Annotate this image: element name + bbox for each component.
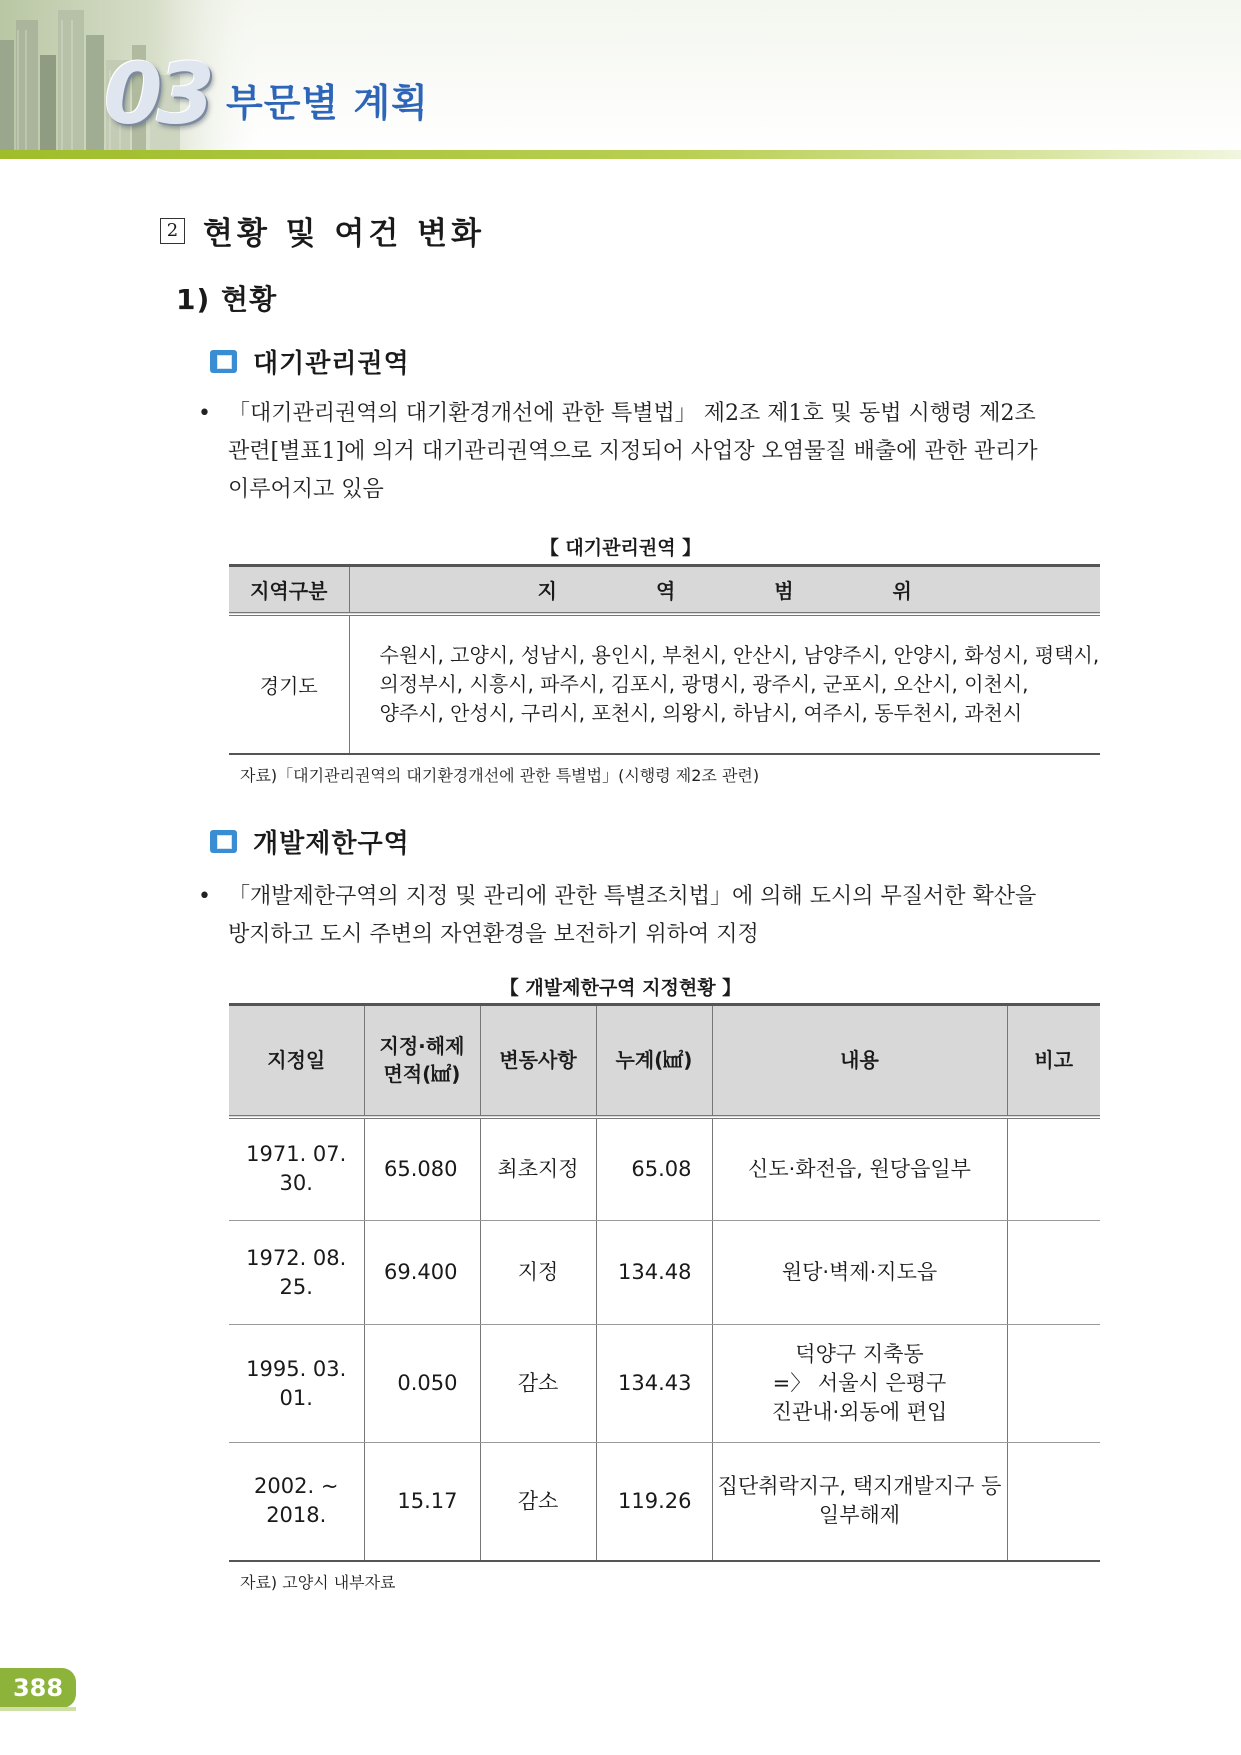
area-cell: 69.400	[364, 1221, 480, 1325]
date-cell: 1971. 07. 30.	[229, 1117, 364, 1221]
greenbelt-bullet-line: 방지하고 도시 주변의 자연환경을 보전하기 위하여 지정	[228, 922, 759, 947]
air-bullet-line: 이루어지고 있음	[228, 477, 384, 502]
page-number: 388	[0, 1668, 76, 1708]
bullet-dot-icon: •	[198, 401, 211, 426]
header-region: 지역구분	[229, 566, 349, 614]
region-cell: 경기도	[229, 614, 349, 754]
note-cell	[1007, 1117, 1100, 1221]
range-line: 양주시, 안성시, 구리시, 포천시, 의왕시, 하남시, 여주시, 동두천시, 과천시	[379, 700, 1023, 725]
section-heading	[160, 208, 485, 253]
table-row	[229, 1221, 1100, 1325]
section-number-box: 2	[160, 218, 185, 244]
date-cell: 1972. 08. 25.	[229, 1221, 364, 1325]
air-table-source: 자료)「대기관리권역의 대기환경개선에 관한 특별법」(시행령 제2조 관련)	[240, 766, 760, 785]
square-bullet-icon	[210, 350, 237, 373]
air-zone-heading	[210, 343, 410, 380]
header-date: 지정일	[229, 1005, 364, 1117]
note-cell	[1007, 1325, 1100, 1443]
bullet-dot-icon: •	[198, 884, 211, 909]
header-content: 내용	[712, 1005, 1007, 1117]
air-table-caption: 【 대기관리권역 】	[539, 537, 702, 559]
greenbelt-table-caption: 【 개발제한구역 지정현황 】	[499, 977, 742, 999]
header-note: 비고	[1007, 1005, 1100, 1117]
greenbelt-table	[229, 1003, 1100, 1562]
air-zone-bullet	[198, 395, 1098, 509]
greenbelt-heading-text: 개발제한구역	[253, 829, 410, 859]
header-area: 지정·해제 면적(㎢)	[364, 1005, 480, 1117]
greenbelt-bullet	[198, 878, 1098, 954]
total-cell: 134.48	[596, 1221, 712, 1325]
date-cell: 2002. ~ 2018.	[229, 1443, 364, 1561]
greenbelt-table-source: 자료) 고양시 내부자료	[240, 1573, 396, 1592]
header-total: 누계(㎢)	[596, 1005, 712, 1117]
total-cell: 134.43	[596, 1325, 712, 1443]
range-cell	[349, 614, 1100, 754]
header-change: 변동사항	[480, 1005, 596, 1117]
chapter-title: 부문별 계획	[226, 81, 429, 125]
change-cell: 최초지정	[480, 1117, 596, 1221]
content-cell: 원당·벽제·지도읍	[712, 1221, 1007, 1325]
change-cell: 지정	[480, 1221, 596, 1325]
change-cell: 감소	[480, 1325, 596, 1443]
air-zone-heading-text: 대기관리권역	[253, 349, 410, 379]
table-row	[229, 1325, 1100, 1443]
chapter-number: 03	[104, 45, 209, 143]
table-row	[229, 614, 1100, 754]
change-cell: 감소	[480, 1443, 596, 1561]
table-header-row	[229, 1005, 1100, 1117]
square-bullet-icon	[210, 830, 237, 853]
air-zone-table	[229, 564, 1100, 755]
note-cell	[1007, 1221, 1100, 1325]
table-row	[229, 1443, 1100, 1561]
area-cell: 15.17	[364, 1443, 480, 1561]
area-cell: 0.050	[364, 1325, 480, 1443]
air-bullet-line: 「대기관리권역의 대기환경개선에 관한 특별법」 제2조 제1호 및 동법 시행령 제2조	[228, 401, 1036, 426]
subsection-title: 1) 현황	[176, 283, 278, 316]
content-cell: 신도·화전읍, 원당읍일부	[712, 1117, 1007, 1221]
content-cell: 덕양구 지축동 =〉 서울시 은평구 진관내·외동에 편입	[712, 1325, 1007, 1443]
air-bullet-line: 관련[별표1]에 의거 대기관리권역으로 지정되어 사업장 오염물질 배출에 관한 관리가	[228, 439, 1038, 464]
date-cell: 1995. 03. 01.	[229, 1325, 364, 1443]
section-title: 현황 및 여건 변화	[203, 216, 485, 252]
page-number-shadow	[0, 1707, 76, 1711]
total-cell: 119.26	[596, 1443, 712, 1561]
content-cell: 집단취락지구, 택지개발지구 등 일부해제	[712, 1443, 1007, 1561]
greenbelt-bullet-line: 「개발제한구역의 지정 및 관리에 관한 특별조치법」에 의해 도시의 무질서한 확산을	[228, 884, 1037, 909]
note-cell	[1007, 1443, 1100, 1561]
greenbelt-heading	[210, 823, 410, 860]
area-cell: 65.080	[364, 1117, 480, 1221]
header-range: 지 역 범 위	[349, 566, 1100, 614]
table-row	[229, 1117, 1100, 1221]
chapter-header	[0, 0, 1241, 162]
table-header-row	[229, 566, 1100, 614]
range-line: 수원시, 고양시, 성남시, 용인시, 부천시, 안산시, 남양주시, 안양시, 화성시, 평택시,	[379, 642, 1100, 667]
total-cell: 65.08	[596, 1117, 712, 1221]
header-divider	[0, 150, 1241, 159]
range-line: 의정부시, 시흥시, 파주시, 김포시, 광명시, 광주시, 군포시, 오산시, 이천시,	[379, 671, 1029, 696]
